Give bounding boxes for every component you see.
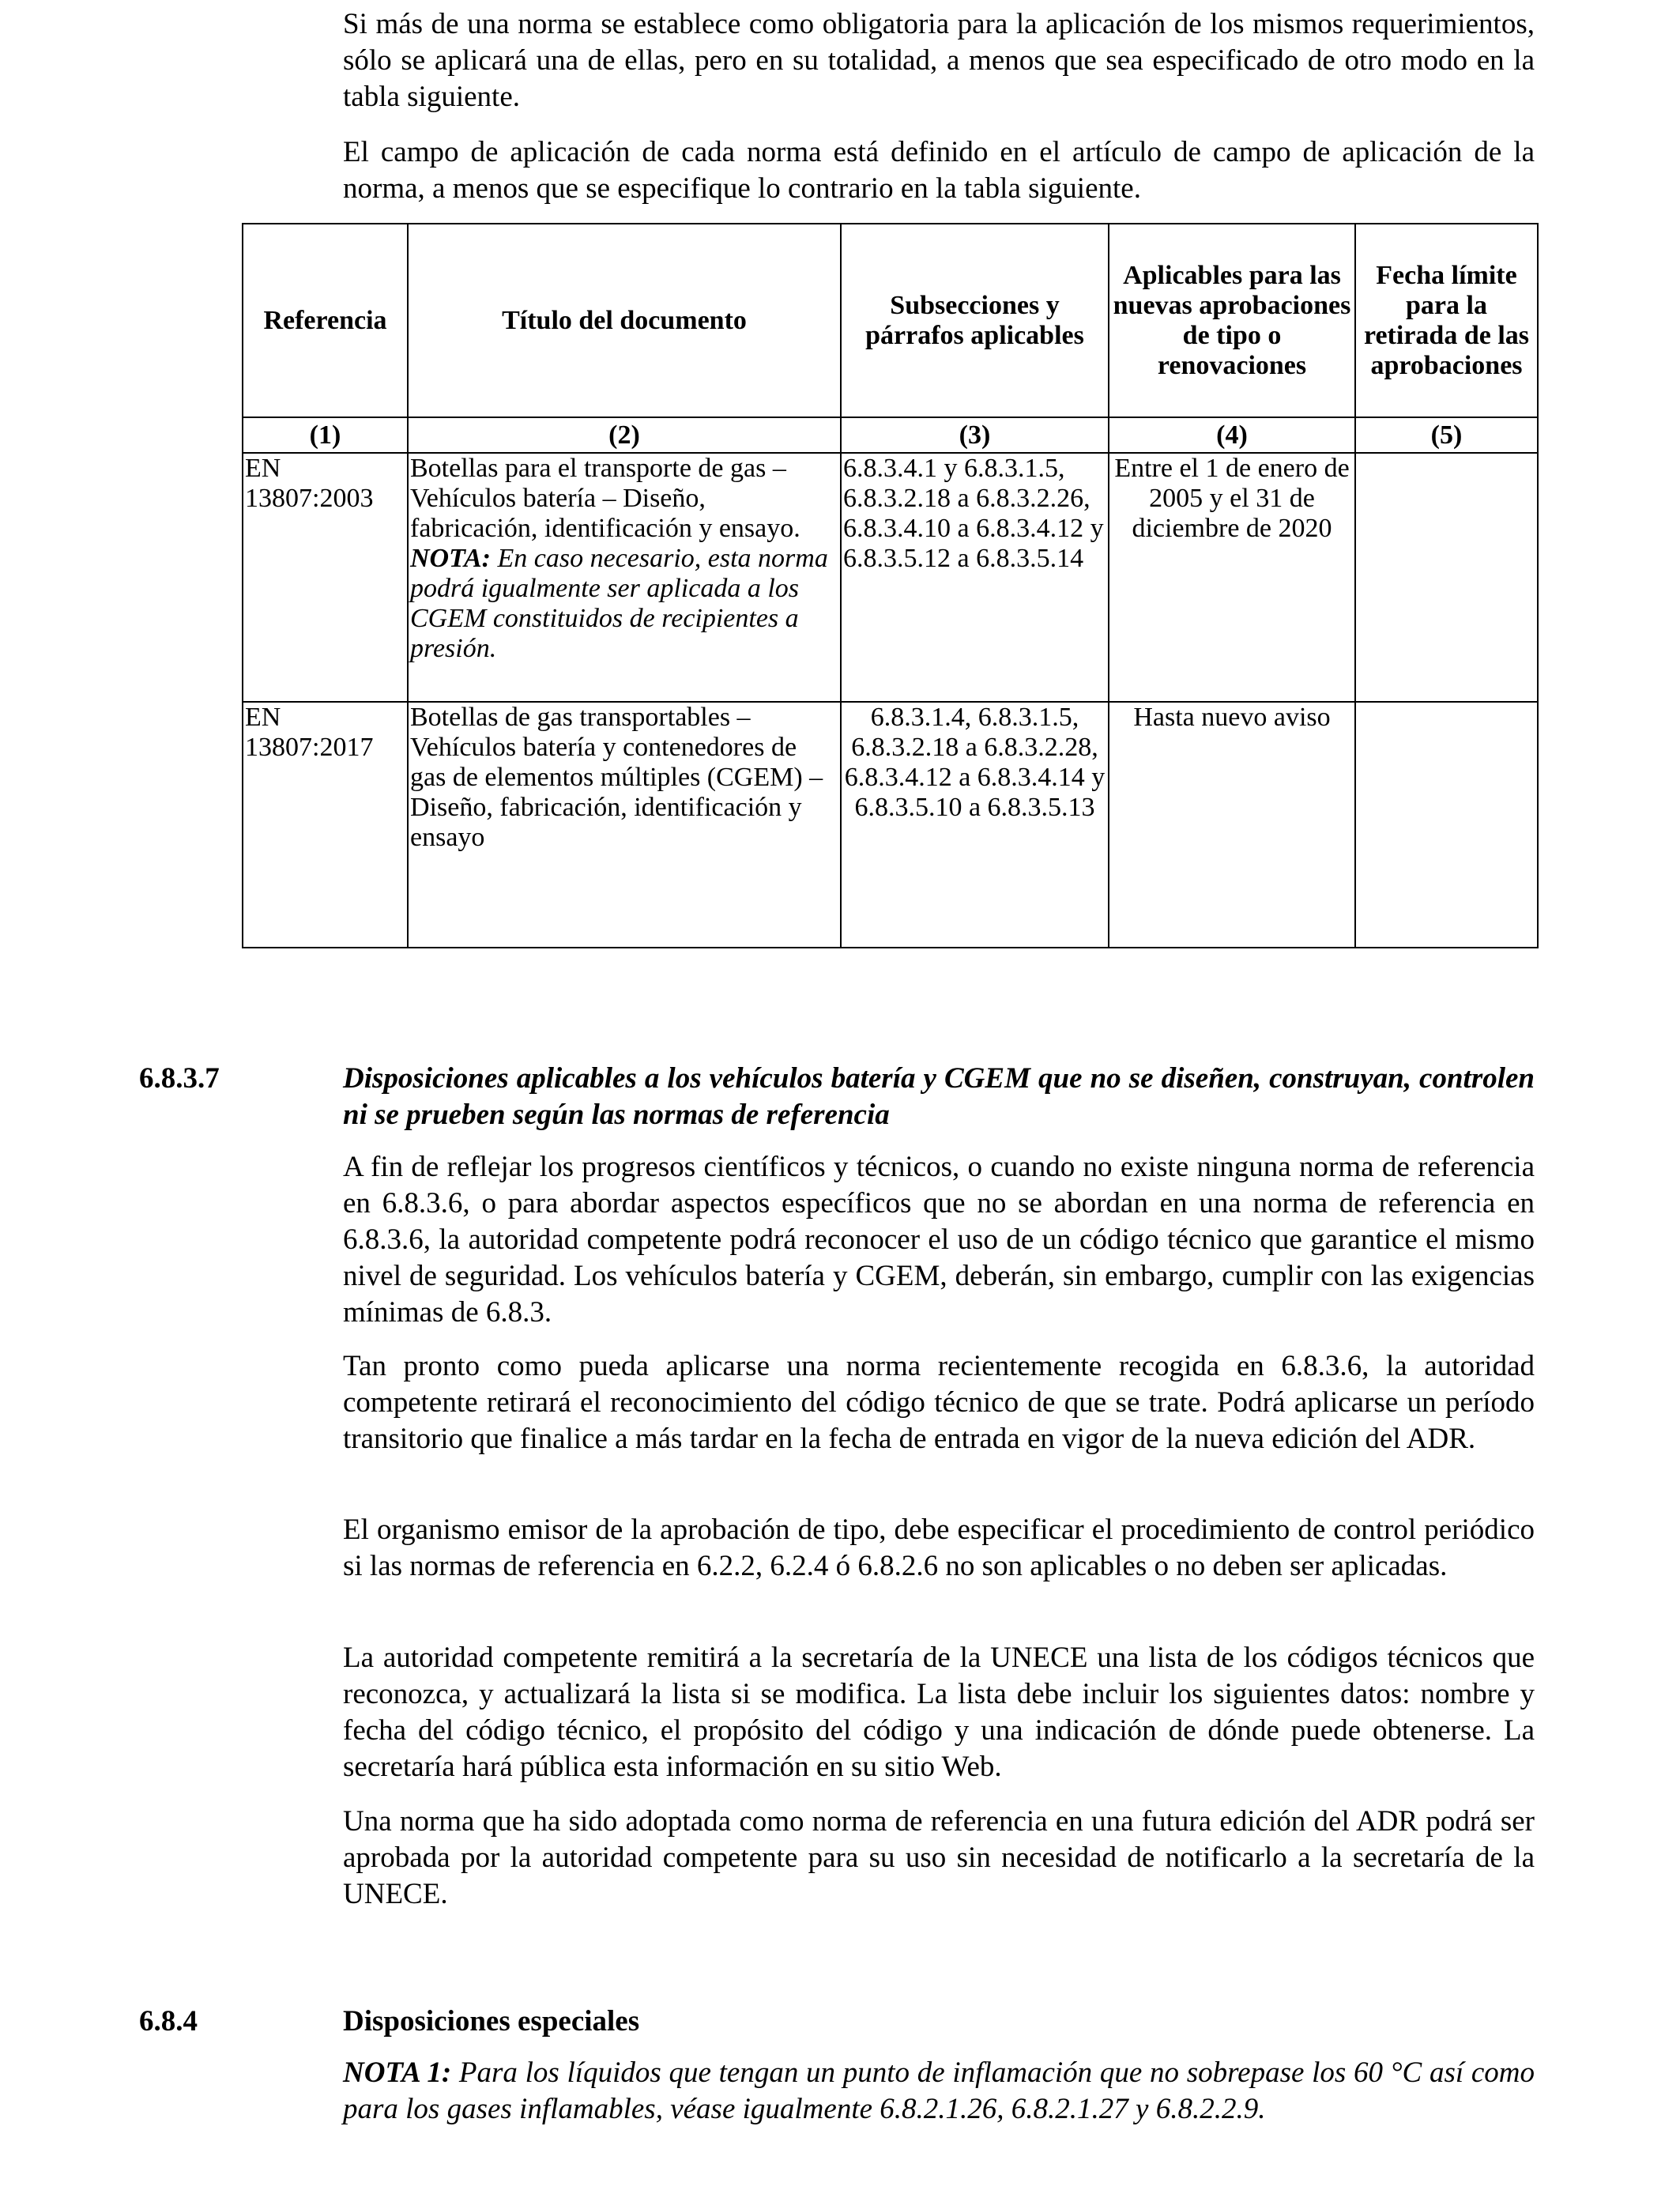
section-6837-paragraph-1: A fin de reflejar los progresos científicos y técnicos, o cuando no existe ninguna norma de referencia en 6.8.3.6, o para abordar aspectos específicos que no se abordan en una norma de referencia en 6.8.3.6, la autoridad competente podrá reconocer el uso de un código técnico que garantice el mismo nivel de seguridad. Los vehículos batería y CGEM, deberán, sin embargo, cumplir con las exigencias mínimas de 6.8.3. [343, 1151, 1535, 1329]
section-6837-paragraph-5: Una norma que ha sido adoptada como norma de referencia en una futura edición del ADR podrá ser aprobada por la autoridad competente para su uso sin necesidad de notificarlo a la secretaría de la UNECE. [343, 1805, 1535, 1910]
header-subsections: Subsecciones y párrafos aplicables [841, 224, 1109, 417]
header-document-title: Título del documento [408, 224, 841, 417]
note-text: En caso necesario, esta norma podrá igualmente ser aplicada a los CGEM constituidos de recipientes a presión. [410, 544, 828, 663]
reference-standards-table [242, 223, 1539, 948]
note-text: Para los líquidos que tengan un punto de inflamación que no sobrepase los 60 °C así como para los gases inflamables, véase igualmente 6.8.2.1.26, 6.8.2.1.27 y 6.8.2.2.9. [343, 2056, 1535, 2125]
row-title: Botellas de gas transportables – Vehículos batería y contenedores de gas de elementos múltiples (CGEM) – Diseño, fabricación, identificación y ensayo [408, 702, 841, 948]
row-title-text: Botellas para el transporte de gas – Vehículos batería – Diseño, fabricación, identificación y ensayo. [410, 454, 800, 543]
row-reference: EN 13807:2017 [243, 702, 408, 948]
column-number: (1) [243, 417, 408, 453]
note-label: NOTA: [410, 544, 491, 573]
header-withdrawal-date: Fecha límite para la retirada de las aprobaciones [1355, 224, 1538, 417]
column-number: (2) [408, 417, 841, 453]
section-title-684: Disposiciones especiales [343, 2005, 640, 2038]
row-reference: EN 13807:2003 [243, 453, 408, 702]
intro-paragraph-1: Si más de una norma se establece como obligatoria para la aplicación de los mismos requerimientos, sólo se aplicará una de ellas, pero en su totalidad, a menos que sea especificado de otro modo en la tabla siguiente. [343, 8, 1535, 113]
section-6837-paragraph-4: La autoridad competente remitirá a la secretaría de la UNECE una lista de los códigos técnicos que reconozca, y actualizará la lista si se modifica. La lista debe incluir los siguientes datos: nombre y fecha del código técnico, el propósito del código y una indicación de dónde puede obtenerse. La secretaría hará pública esta información en su sitio Web. [343, 1642, 1535, 1783]
column-number: (5) [1355, 417, 1538, 453]
section-6837-paragraph-2: Tan pronto como pueda aplicarse una norma recientemente recogida en 6.8.3.6, la autoridad competente retirará el reconocimiento del código técnico de que se trate. Podrá aplicarse un período transitorio que finalice a más tardar en la fecha de entrada en vigor de la nueva edición del ADR. [343, 1350, 1535, 1455]
intro-paragraph-2: El campo de aplicación de cada norma está definido en el artículo de campo de aplicación de la norma, a menos que se especifique lo contrario en la tabla siguiente. [343, 136, 1535, 205]
table-row [243, 702, 1538, 948]
section-6837-paragraph-3: El organismo emisor de la aprobación de tipo, debe especificar el procedimiento de control periódico si las normas de referencia en 6.2.2, 6.2.4 ó 6.8.2.6 no son aplicables o no deben ser aplicadas. [343, 1514, 1535, 1582]
row-applicable: Hasta nuevo aviso [1109, 702, 1355, 948]
row-applicable: Entre el 1 de enero de 2005 y el 31 de diciembre de 2020 [1109, 453, 1355, 702]
row-withdrawal-date [1355, 702, 1538, 948]
header-applicable: Aplicables para las nuevas aprobaciones de tipo o renovaciones [1109, 224, 1355, 417]
note-label: NOTA 1: [343, 2056, 452, 2089]
section-number-684: 6.8.4 [139, 2005, 198, 2038]
section-684-note [343, 2055, 1535, 2128]
row-withdrawal-date [1355, 453, 1538, 702]
table-row [243, 453, 1538, 702]
row-subsections: 6.8.3.4.1 y 6.8.3.1.5, 6.8.3.2.18 a 6.8.3.2.26, 6.8.3.4.10 a 6.8.3.4.12 y 6.8.3.5.12 a 6.8.3.5.14 [841, 453, 1109, 702]
column-number-row [243, 417, 1538, 453]
column-number: (3) [841, 417, 1109, 453]
header-reference: Referencia [243, 224, 408, 417]
column-number: (4) [1109, 417, 1355, 453]
row-subsections: 6.8.3.1.4, 6.8.3.1.5, 6.8.3.2.18 a 6.8.3.2.28, 6.8.3.4.12 a 6.8.3.4.14 y 6.8.3.5.10 a 6.8.3.5.13 [841, 702, 1109, 948]
section-title-6837: Disposiciones aplicables a los vehículos batería y CGEM que no se diseñen, construyan, controlen ni se prueben según las normas de referencia [343, 1062, 1535, 1131]
table-header-row [243, 224, 1538, 417]
section-number-6837: 6.8.3.7 [139, 1062, 220, 1095]
row-title [408, 453, 841, 702]
